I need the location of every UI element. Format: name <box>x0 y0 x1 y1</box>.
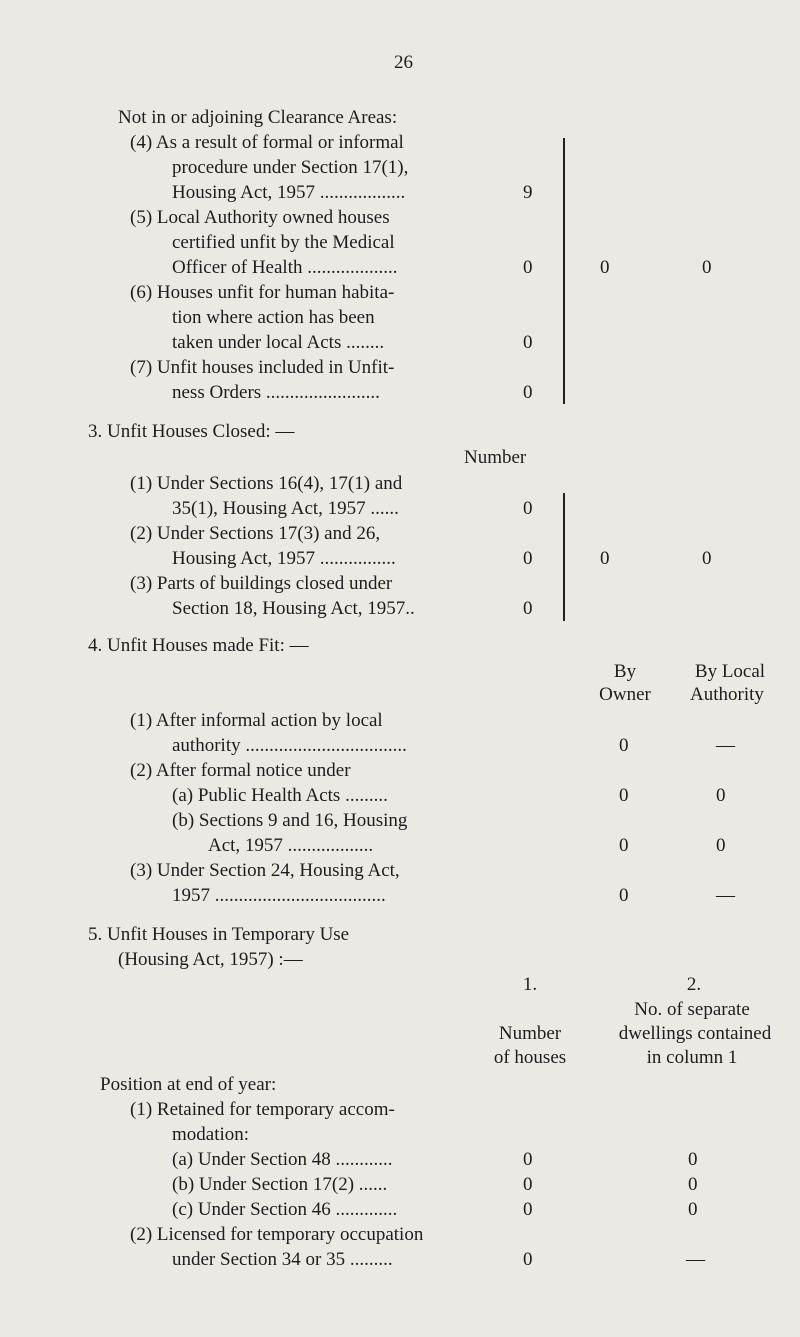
item-label: taken under local Acts ........ <box>172 332 385 353</box>
item-label: 1957 .................................... <box>172 885 386 906</box>
section-heading: 4. Unfit Houses made Fit: — <box>88 635 309 656</box>
item-label: (c) Under Section 46 ............. <box>172 1199 398 1220</box>
item-label: (2) Licensed for temporary occupation <box>130 1224 424 1245</box>
item-label: (1) Retained for temporary accom- <box>130 1099 395 1120</box>
column-header: By <box>613 661 637 682</box>
column-header: in column 1 <box>646 1047 738 1068</box>
item-label: Housing Act, 1957 ................ <box>172 548 396 569</box>
column-header: By Local <box>694 661 766 682</box>
item-value: 0 <box>523 548 533 569</box>
item-label: (4) As a result of formal or informal <box>130 132 404 153</box>
group-value: 0 <box>600 548 610 569</box>
item-label: (3) Under Section 24, Housing Act, <box>130 860 400 881</box>
item-value: 0 <box>523 1174 533 1195</box>
section-heading: Not in or adjoining Clearance Areas: <box>118 107 398 128</box>
item-label: (b) Sections 9 and 16, Housing <box>172 810 408 831</box>
item-value: 0 <box>688 1174 698 1195</box>
item-value: — <box>716 885 735 906</box>
item-label: (7) Unfit houses included in Unfit- <box>130 357 395 378</box>
column-header: Owner <box>599 684 651 705</box>
item-value: 0 <box>523 1199 533 1220</box>
item-value: 0 <box>523 257 533 278</box>
item-label: tion where action has been <box>172 307 375 328</box>
section-subheading: (Housing Act, 1957) :— <box>118 949 303 970</box>
page-number: 26 <box>394 52 413 73</box>
item-value: — <box>716 735 735 756</box>
item-label: under Section 34 or 35 ......... <box>172 1249 393 1270</box>
item-label: 35(1), Housing Act, 1957 ...... <box>172 498 399 519</box>
section-heading: 3. Unfit Houses Closed: — <box>88 421 295 442</box>
item-label: (5) Local Authority owned houses <box>130 207 390 228</box>
item-label: modation: <box>172 1124 250 1145</box>
item-value: 0 <box>688 1149 698 1170</box>
item-label: authority .................................. <box>172 735 407 756</box>
group-value: 0 <box>600 257 610 278</box>
item-value: 0 <box>688 1199 698 1220</box>
position-label: Position at end of year: <box>100 1074 277 1095</box>
item-label: (a) Public Health Acts ......... <box>172 785 388 806</box>
item-label: Housing Act, 1957 .................. <box>172 182 406 203</box>
item-value: 0 <box>523 598 533 619</box>
group-value: 0 <box>702 257 712 278</box>
item-label: (3) Parts of buildings closed under <box>130 573 393 594</box>
group-brace <box>563 493 565 621</box>
group-value: 0 <box>702 548 712 569</box>
column-header: Number <box>498 1023 562 1044</box>
item-value: 0 <box>523 1149 533 1170</box>
item-label: Section 18, Housing Act, 1957.. <box>172 598 415 619</box>
item-value: 0 <box>619 835 629 856</box>
item-label: (2) After formal notice under <box>130 760 351 781</box>
item-value: 0 <box>619 735 629 756</box>
item-label: Officer of Health ................... <box>172 257 398 278</box>
group-brace <box>563 138 565 404</box>
item-value: 0 <box>716 835 726 856</box>
item-value: 0 <box>619 885 629 906</box>
item-label: (b) Under Section 17(2) ...... <box>172 1174 388 1195</box>
section-heading: 5. Unfit Houses in Temporary Use <box>88 924 350 945</box>
column-header: Authority <box>690 684 764 705</box>
item-value: 0 <box>716 785 726 806</box>
item-value: 0 <box>523 1249 533 1270</box>
item-label: certified unfit by the Medical <box>172 232 395 253</box>
item-value: 0 <box>523 498 533 519</box>
item-label: ness Orders ........................ <box>172 382 380 403</box>
item-label: (6) Houses unfit for human habita- <box>130 282 395 303</box>
item-value: 9 <box>523 182 533 203</box>
item-label: (2) Under Sections 17(3) and 26, <box>130 523 381 544</box>
column-number: 2. <box>686 974 702 995</box>
column-number: 1. <box>522 974 538 995</box>
column-header: Number <box>464 447 527 468</box>
item-label: (a) Under Section 48 ............ <box>172 1149 393 1170</box>
item-label: (1) Under Sections 16(4), 17(1) and <box>130 473 403 494</box>
column-header: of houses <box>493 1047 567 1068</box>
item-label: Act, 1957 .................. <box>208 835 374 856</box>
item-label: procedure under Section 17(1), <box>172 157 409 178</box>
item-value: 0 <box>523 332 533 353</box>
item-value: 0 <box>619 785 629 806</box>
item-value: — <box>686 1249 705 1270</box>
item-label: (1) After informal action by local <box>130 710 383 731</box>
column-header: dwellings contained <box>618 1023 772 1044</box>
column-header: No. of separate <box>634 999 750 1020</box>
item-value: 0 <box>523 382 533 403</box>
